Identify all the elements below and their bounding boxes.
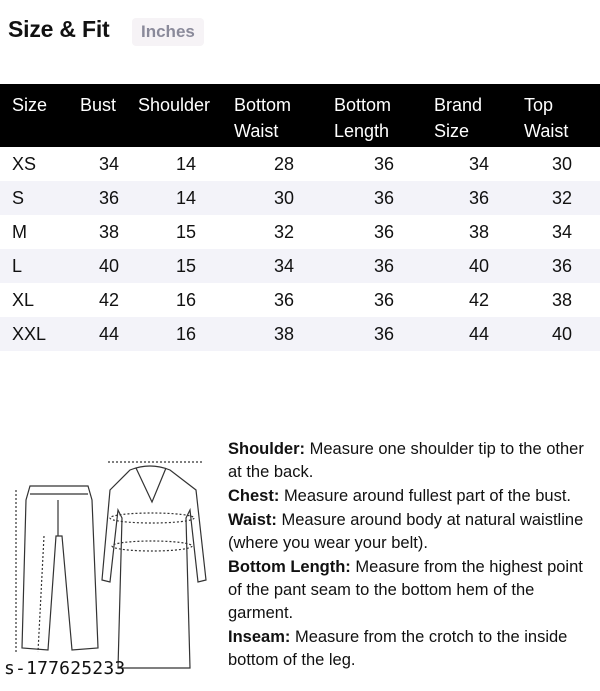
measurement-cell: 44 (434, 317, 524, 351)
measurement-cell: 38 (434, 215, 524, 249)
measurement-cell: 14 (138, 147, 234, 181)
table-header-row (0, 84, 600, 147)
pants-measure-lines (16, 490, 44, 652)
column-header: Bottom Waist (234, 95, 292, 141)
measurement-cell: 42 (80, 283, 138, 317)
sku-code: s-177625233 (4, 658, 126, 679)
table-row (0, 147, 600, 181)
page-title: Size & Fit (8, 16, 110, 42)
measurement-cell: 36 (434, 181, 524, 215)
pants-illustration (22, 486, 98, 650)
measurement-cell: 34 (524, 215, 600, 249)
measurement-cell: 42 (434, 283, 524, 317)
measurement-cell: 36 (234, 283, 334, 317)
measurement-cell: 38 (80, 215, 138, 249)
measurement-cell: 40 (524, 317, 600, 351)
table-row (0, 181, 600, 215)
guide-item-bottom-length: Bottom Length: Measure from the highest point of the pant seam to the bottom hem of the garment. (228, 558, 583, 622)
measurement-cell: 36 (334, 249, 434, 283)
size-label-cell: XS (0, 147, 80, 181)
measurement-cell: 40 (434, 249, 524, 283)
column-header: Brand Size (434, 95, 483, 141)
measurement-cell: 34 (80, 147, 138, 181)
measurement-cell: 36 (80, 181, 138, 215)
measurement-cell: 30 (524, 147, 600, 181)
measurement-cell: 36 (524, 249, 600, 283)
table-row (0, 317, 600, 351)
dress-illustration (102, 466, 206, 668)
size-label-cell: M (0, 215, 80, 249)
dress-measure-lines (108, 462, 204, 551)
measurement-cell: 28 (234, 147, 334, 181)
measurement-cell: 14 (138, 181, 234, 215)
column-header: Size (12, 95, 48, 115)
column-header: Shoulder (138, 95, 211, 115)
measurement-cell: 15 (138, 249, 234, 283)
size-label-cell: L (0, 249, 80, 283)
table-row (0, 283, 600, 317)
column-header: Top Waist (524, 95, 569, 141)
measurement-cell: 16 (138, 317, 234, 351)
measurement-cell: 44 (80, 317, 138, 351)
guide-item-waist: Waist: Measure around body at natural waistline (where you wear your belt). (228, 511, 584, 552)
size-label-cell: XL (0, 283, 80, 317)
measurement-cell: 34 (434, 147, 524, 181)
measurement-cell: 30 (234, 181, 334, 215)
measurement-cell: 16 (138, 283, 234, 317)
size-chart-table (0, 84, 600, 351)
unit-toggle[interactable]: Inches (132, 18, 204, 46)
measurement-cell: 32 (524, 181, 600, 215)
column-header: Bust (80, 95, 117, 115)
measurement-cell: 34 (234, 249, 334, 283)
table-row (0, 215, 600, 249)
measurement-guide (228, 438, 600, 673)
guide-item-shoulder: Shoulder: Measure one shoulder tip to the other at the back. (228, 440, 584, 481)
measurement-cell: 36 (334, 283, 434, 317)
measurement-cell: 36 (334, 181, 434, 215)
table-body (0, 147, 600, 351)
measurement-cell: 32 (234, 215, 334, 249)
size-label-cell: S (0, 181, 80, 215)
column-header: Bottom Length (334, 95, 392, 141)
guide-item-inseam: Inseam: Measure from the crotch to the inside bottom of the leg. (228, 628, 568, 669)
table-row (0, 249, 600, 283)
measurement-cell: 40 (80, 249, 138, 283)
garment-measurement-illustration (0, 440, 220, 690)
size-label-cell: XXL (0, 317, 80, 351)
measurement-cell: 36 (334, 215, 434, 249)
measurement-cell: 38 (524, 283, 600, 317)
measurement-cell: 36 (334, 317, 434, 351)
measurement-cell: 15 (138, 215, 234, 249)
measurement-cell: 36 (334, 147, 434, 181)
measurement-cell: 38 (234, 317, 334, 351)
guide-item-chest: Chest: Measure around fullest part of the bust. (228, 487, 572, 505)
